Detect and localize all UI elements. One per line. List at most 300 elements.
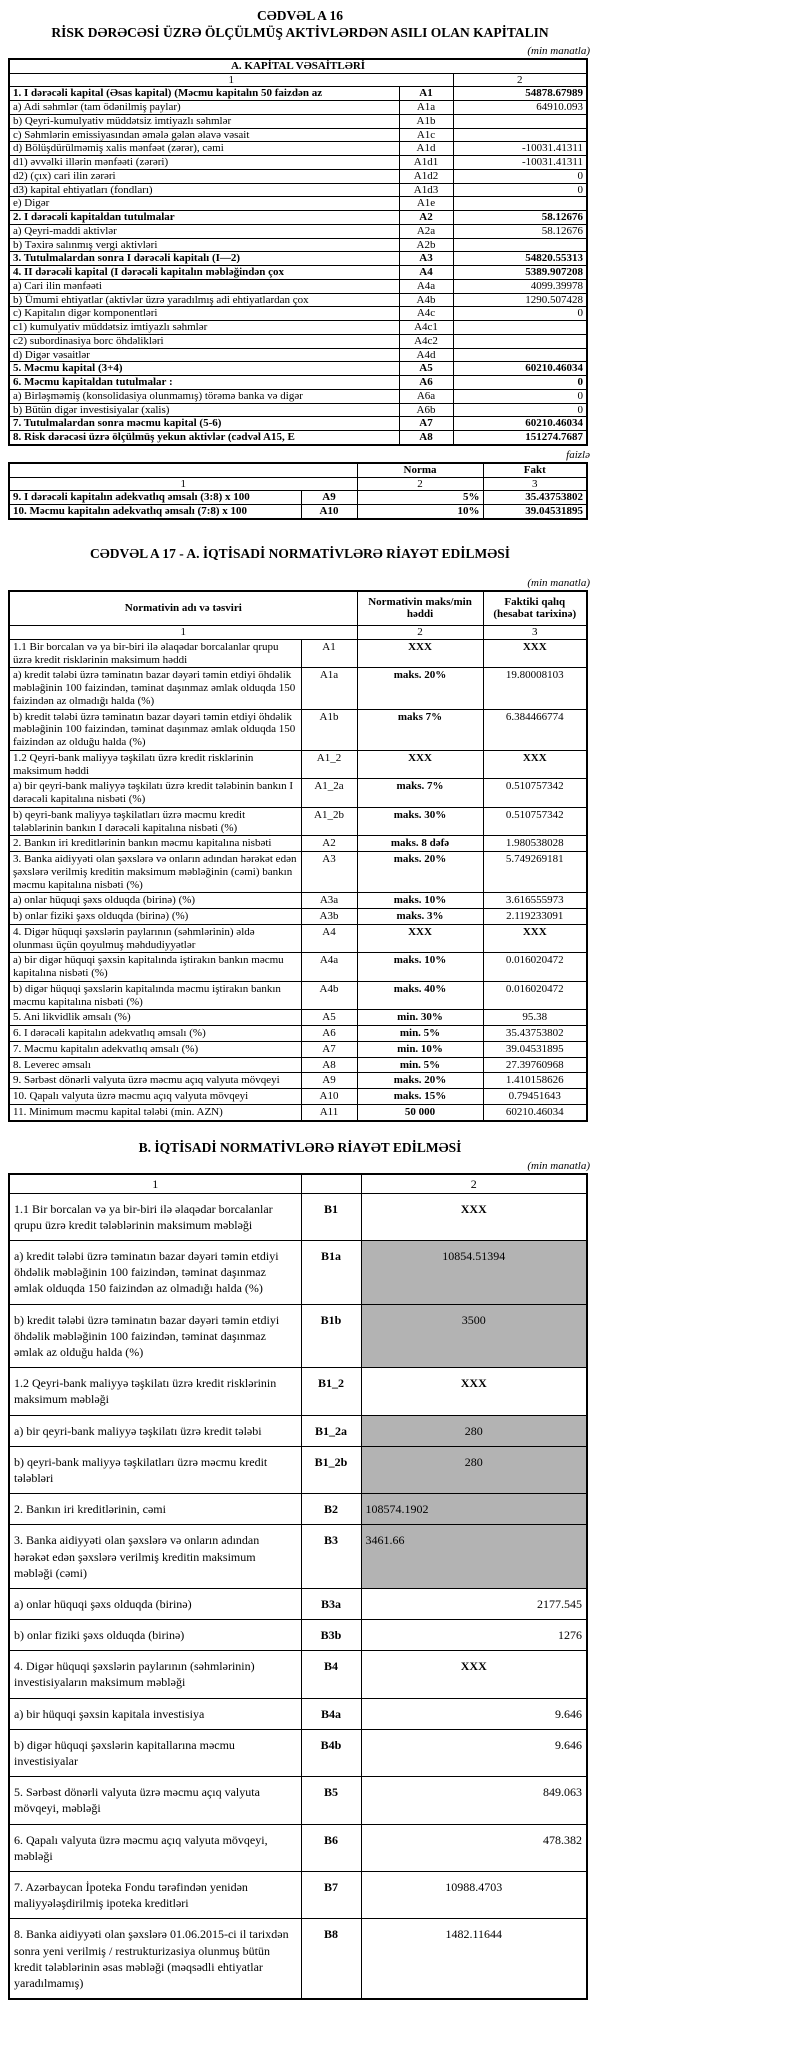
adequacy-col-number-2: 2	[357, 477, 483, 491]
capital-row	[9, 348, 587, 362]
b-table-body	[9, 1193, 587, 1999]
row-value: 1276	[361, 1620, 587, 1651]
row-code: A2	[399, 211, 453, 225]
row-value	[453, 114, 587, 128]
capital-row	[9, 293, 587, 307]
normative-row	[9, 1026, 587, 1042]
row-value: 151274.7687	[453, 431, 587, 445]
normative-row	[9, 807, 587, 836]
row-code: B3b	[301, 1620, 361, 1651]
row-code: B4a	[301, 1698, 361, 1729]
row-actual: 1.980538028	[483, 836, 587, 852]
capital-row	[9, 87, 587, 101]
capital-row	[9, 238, 587, 252]
row-label: 9. I dərəcəli kapitalın adekvatlıq əmsalı (3:8) x 100	[9, 491, 301, 505]
b-row	[9, 1494, 587, 1525]
normative-row	[9, 668, 587, 709]
normative-table	[8, 590, 588, 1122]
b-row	[9, 1698, 587, 1729]
row-code: A1b	[399, 114, 453, 128]
row-code: A1_2	[301, 750, 357, 779]
row-label: 7. Azərbaycan İpoteka Fondu tərəfindən yenidən maliyyələşdirilmiş ipoteka kreditləri	[9, 1871, 301, 1918]
capital-row	[9, 362, 587, 376]
normative-row	[9, 639, 587, 668]
row-label: a) kredit tələbi üzrə təminatın bazar dəyəri təmin etdiyi öhdəlik məbləğinin 100 faizindən, təminat daşınmaz əmlak olduqda 150 faizindən az olmadığı halda (%)	[9, 668, 301, 709]
row-code: B3a	[301, 1588, 361, 1619]
row-label: a) onlar hüquqi şəxs olduqda (birinə)	[9, 1588, 301, 1619]
row-code: A1d3	[399, 183, 453, 197]
row-code: A1c	[399, 128, 453, 142]
b-title: B. İQTİSADİ NORMATİVLƏRƏ RİAYƏT EDİLMƏSİ	[138, 1139, 462, 1155]
row-limit: maks. 3%	[357, 909, 483, 925]
row-label: d1) əvvəlki illərin mənfəəti (zərəri)	[9, 156, 399, 170]
row-code: A1_2a	[301, 779, 357, 808]
row-code: B6	[301, 1824, 361, 1871]
adequacy-row	[9, 505, 587, 519]
row-value	[453, 238, 587, 252]
row-label: 4. Digər hüquqi şəxslərin paylarının (səhmlərinin) əldə olunması üçün qoyulmuş məhdudiyyətlər	[9, 924, 301, 953]
row-limit: maks. 8 dəfə	[357, 836, 483, 852]
row-code: A3b	[301, 909, 357, 925]
row-code: A1_2b	[301, 807, 357, 836]
row-code: A6b	[399, 403, 453, 417]
row-label: d2) (çıx) cari ilin zərəri	[9, 169, 399, 183]
row-code: A7	[301, 1041, 357, 1057]
row-value: 58.12676	[453, 211, 587, 225]
unit-note-a17: (min manatla)	[527, 576, 590, 589]
row-limit: maks. 15%	[357, 1089, 483, 1105]
row-label: 1.1 Bir borcalan və ya bir-biri ilə əlaqədar borcalanlar qrupu üzrə kredit tələblərinin maksimum məbləği	[9, 1193, 301, 1240]
capital-table	[8, 58, 588, 446]
row-label: 1.2 Qeyri-bank maliyyə təşkilatı üzrə kredit risklərinin maksimum həddi	[9, 750, 301, 779]
row-label: b) onlar fiziki şəxs olduqda (birinə)	[9, 1620, 301, 1651]
row-value: 54878.67989	[453, 87, 587, 101]
row-label: d3) kapital ehtiyatları (fondları)	[9, 183, 399, 197]
row-code: A10	[301, 505, 357, 519]
row-code: A4a	[301, 953, 357, 982]
row-code: A2a	[399, 224, 453, 238]
row-code: A6	[301, 1026, 357, 1042]
row-code: A1a	[399, 101, 453, 115]
row-label: 10. Qapalı valyuta üzrə məcmu açıq valyuta mövqeyi	[9, 1089, 301, 1105]
row-actual: 35.43753802	[483, 1026, 587, 1042]
b-row	[9, 1777, 587, 1824]
row-actual: XXX	[483, 639, 587, 668]
row-code: A7	[399, 417, 453, 431]
row-actual: 0.79451643	[483, 1089, 587, 1105]
row-code: A2b	[399, 238, 453, 252]
b-col-number-2: 2	[361, 1174, 587, 1194]
b-table	[8, 1173, 588, 2001]
row-value: 0	[453, 307, 587, 321]
normative-row	[9, 836, 587, 852]
b-row	[9, 1729, 587, 1776]
normative-row	[9, 1073, 587, 1089]
capital-row	[9, 389, 587, 403]
row-code: B1_2b	[301, 1446, 361, 1493]
row-actual: XXX	[483, 924, 587, 953]
row-actual: XXX	[483, 750, 587, 779]
row-value: 60210.46034	[453, 362, 587, 376]
capital-row	[9, 279, 587, 293]
row-label: 9. Sərbəst dönərli valyuta üzrə məcmu açıq valyuta mövqeyi	[9, 1073, 301, 1089]
row-code: A1	[301, 639, 357, 668]
row-code: B2	[301, 1494, 361, 1525]
b-row	[9, 1620, 587, 1651]
normative-row	[9, 779, 587, 808]
normative-row	[9, 1010, 587, 1026]
capital-row	[9, 321, 587, 335]
row-norma: 5%	[357, 491, 483, 505]
row-value: 0	[453, 183, 587, 197]
row-label: b) Ümumi ehtiyatlar (aktivlər üzrə yaradılmış adi ehtiyatlardan çox	[9, 293, 399, 307]
row-actual: 95.38	[483, 1010, 587, 1026]
row-value: 0	[453, 169, 587, 183]
row-code: A5	[301, 1010, 357, 1026]
b-row	[9, 1446, 587, 1493]
row-actual: 60210.46034	[483, 1104, 587, 1120]
row-label: 2. Bankın iri kreditlərinin bankın məcmu kapitalına nisbəti	[9, 836, 301, 852]
normative-row	[9, 924, 587, 953]
b-row	[9, 1871, 587, 1918]
capital-table-body	[9, 87, 587, 445]
row-label: 8. Banka aidiyyəti olan şəxslərə 01.06.2015-ci il tarixdən sonra yeni verilmiş / restrukturizasiya olunmuş bütün kredit tələblərinin əsas məbləği (məqsədli ehtiyatlar yaradılmamış)	[9, 1919, 301, 1999]
capital-section-header: A. KAPİTAL VƏSAİTLƏRİ	[9, 59, 587, 73]
b-row	[9, 1415, 587, 1446]
capital-row	[9, 224, 587, 238]
row-limit: min. 5%	[357, 1057, 483, 1073]
row-value: -10031.41311	[453, 156, 587, 170]
row-fakt: 39.04531895	[483, 505, 587, 519]
normative-header-limit: Normativin maks/min həddi	[357, 591, 483, 626]
row-label: c) Səhmlərin emissiyasından əmələ gələn əlavə vəsait	[9, 128, 399, 142]
row-label: b) kredit tələbi üzrə təminatın bazar dəyəri təmin etdiyi öhdəlik məbləğinin 100 faizindən, təminat daşınmaz əmlak olduqda 150 faizindən az olduğu halda (%)	[9, 709, 301, 750]
row-code: A4	[399, 266, 453, 280]
capital-row	[9, 169, 587, 183]
row-code: B1b	[301, 1304, 361, 1368]
row-actual: 0.510757342	[483, 807, 587, 836]
row-code: A8	[399, 431, 453, 445]
row-code: A1b	[301, 709, 357, 750]
row-value: 58.12676	[453, 224, 587, 238]
row-label: 3. Banka aidiyyəti olan şəxslərə və onların adından hərəkət edən şəxslərə verilmiş kreditin maksimum məbləğinin (cəmi) bankın məcmu kapitalına nisbəti (%)	[9, 852, 301, 893]
row-label: b) Təxirə salınmış vergi aktivləri	[9, 238, 399, 252]
row-value: 280	[361, 1446, 587, 1493]
row-limit: XXX	[357, 750, 483, 779]
row-code: B1	[301, 1193, 361, 1240]
row-value: 54820.55313	[453, 252, 587, 266]
row-label: a) Birləşməmiş (konsolidasiya olunmamış) törəmə banka və digər	[9, 389, 399, 403]
capital-row	[9, 197, 587, 211]
row-code: A1d	[399, 142, 453, 156]
normative-col-number-3: 3	[483, 626, 587, 640]
row-value: 10854.51394	[361, 1241, 587, 1305]
row-limit: maks. 10%	[357, 893, 483, 909]
row-label: a) bir hüquqi şəxsin kapitala investisiya	[9, 1698, 301, 1729]
capital-row	[9, 183, 587, 197]
row-limit: XXX	[357, 639, 483, 668]
row-label: a) kredit tələbi üzrə təminatın bazar dəyəri təmin etdiyi öhdəlik məbləğinin 100 faizindən, təminat daşınmaz əmlak olduqda 150 faizindən az olmadığı halda (%)	[9, 1241, 301, 1305]
row-label: c) Kapitalın digər komponentləri	[9, 307, 399, 321]
row-label: 2. Bankın iri kreditlərinin, cəmi	[9, 1494, 301, 1525]
row-code: A2	[301, 836, 357, 852]
capital-row	[9, 334, 587, 348]
row-code: B4b	[301, 1729, 361, 1776]
row-limit: maks. 7%	[357, 779, 483, 808]
row-label: 7. Məcmu kapitalın adekvatlıq əmsalı (%)	[9, 1041, 301, 1057]
row-value: 3500	[361, 1304, 587, 1368]
row-label: b) qeyri-bank maliyyə təşkilatları üzrə məcmu kredit tələblərinin bankın I dərəcəli kapitalına nisbəti (%)	[9, 807, 301, 836]
row-limit: min. 30%	[357, 1010, 483, 1026]
row-label: b) Qeyri-kumulyativ müddətsiz imtiyazlı səhmlər	[9, 114, 399, 128]
b-row	[9, 1241, 587, 1305]
capital-row	[9, 128, 587, 142]
row-label: e) Digər	[9, 197, 399, 211]
row-label: a) Cari ilin mənfəəti	[9, 279, 399, 293]
row-label: 1.2 Qeyri-bank maliyyə təşkilatı üzrə kredit risklərinin maksimum məbləği	[9, 1368, 301, 1415]
b-row	[9, 1824, 587, 1871]
row-code: A10	[301, 1089, 357, 1105]
capital-row	[9, 266, 587, 280]
fakt-header: Fakt	[483, 463, 587, 477]
row-value: 0	[453, 403, 587, 417]
row-actual: 39.04531895	[483, 1041, 587, 1057]
b-row	[9, 1651, 587, 1698]
normative-table-body	[9, 639, 587, 1120]
row-value	[453, 348, 587, 362]
row-actual: 5.749269181	[483, 852, 587, 893]
capital-row	[9, 252, 587, 266]
capital-row	[9, 114, 587, 128]
normative-row	[9, 1089, 587, 1105]
row-label: 3. Banka aidiyyəti olan şəxslərə və onların adından hərəkət edən şəxslərə verilmiş kreditin maksimum məbləği (cəmi)	[9, 1525, 301, 1589]
row-label: 1. I dərəcəli kapital (Əsas kapital) (Məcmu kapitalın 50 faizdən az	[9, 87, 399, 101]
row-value: 849.063	[361, 1777, 587, 1824]
capital-col-number-2: 2	[453, 73, 587, 87]
row-limit: maks. 30%	[357, 807, 483, 836]
row-value: XXX	[361, 1368, 587, 1415]
percent-note: faizlə	[566, 448, 590, 461]
normative-row	[9, 909, 587, 925]
capital-row	[9, 156, 587, 170]
row-limit: min. 5%	[357, 1026, 483, 1042]
row-actual: 0.016020472	[483, 981, 587, 1010]
b-col-number-empty	[301, 1174, 361, 1194]
normative-row	[9, 852, 587, 893]
capital-row	[9, 142, 587, 156]
normative-row	[9, 953, 587, 982]
capital-row	[9, 403, 587, 417]
adequacy-table-body	[9, 491, 587, 519]
row-code: A1a	[301, 668, 357, 709]
row-code: A5	[399, 362, 453, 376]
row-fakt: 35.43753802	[483, 491, 587, 505]
normative-col-number-2: 2	[357, 626, 483, 640]
row-label: 4. Digər hüquqi şəxslərin paylarının (səhmlərinin) investisiyaların maksimum məbləği	[9, 1651, 301, 1698]
row-code: A1d1	[399, 156, 453, 170]
row-code: A6a	[399, 389, 453, 403]
row-code: B8	[301, 1919, 361, 1999]
row-label: 5. Sərbəst dönərli valyuta üzrə məcmu açıq valyuta mövqeyi, məbləği	[9, 1777, 301, 1824]
row-code: A11	[301, 1104, 357, 1120]
row-limit: maks. 20%	[357, 668, 483, 709]
capital-col-number-1: 1	[9, 73, 453, 87]
row-value: 1290.507428	[453, 293, 587, 307]
row-code: B1a	[301, 1241, 361, 1305]
row-code: A4b	[399, 293, 453, 307]
row-code: B4	[301, 1651, 361, 1698]
row-code: A1d2	[399, 169, 453, 183]
unit-note-top: (min manatla)	[527, 44, 590, 57]
row-value: XXX	[361, 1651, 587, 1698]
row-value: 3461.66	[361, 1525, 587, 1589]
row-label: c2) subordinasiya borc öhdəlikləri	[9, 334, 399, 348]
page-title-line2: RİSK DƏRƏCƏSİ ÜZRƏ ÖLÇÜLMÜŞ AKTİVLƏRDƏN ASILI OLAN KAPİTALIN	[51, 24, 549, 40]
adequacy-col-number-3: 3	[483, 477, 587, 491]
row-code: A3a	[301, 893, 357, 909]
row-code: B7	[301, 1871, 361, 1918]
row-code: B5	[301, 1777, 361, 1824]
row-limit: min. 10%	[357, 1041, 483, 1057]
row-label: 8. Risk dərəcəsi üzrə ölçülmüş yekun aktivlər (cədvəl A15, E	[9, 431, 399, 445]
capital-row	[9, 431, 587, 445]
normative-header-actual: Faktiki qalıq (hesabat tarixinə)	[483, 591, 587, 626]
normative-row	[9, 1057, 587, 1073]
row-label: 5. Məcmu kapital (3+4)	[9, 362, 399, 376]
row-actual: 6.384466774	[483, 709, 587, 750]
row-label: b) digər hüquqi şəxslərin kapitalında məcmu iştirakın bankın məcmu kapitalına nisbəti (%)	[9, 981, 301, 1010]
row-label: 2. I dərəcəli kapitaldan tutulmalar	[9, 211, 399, 225]
row-label: 1.1 Bir borcalan və ya bir-biri ilə əlaqədar borcalanlar qrupu üzrə kredit risklərinin maksimum həddi	[9, 639, 301, 668]
row-label: 10. Məcmu kapitalın adekvatlıq əmsalı (7:8) x 100	[9, 505, 301, 519]
row-label: a) bir qeyri-bank maliyyə təşkilatı üzrə kredit tələbinin bankın I dərəcəli kapitalına nisbəti (%)	[9, 779, 301, 808]
row-label: a) Adi səhmlər (tam ödənilmiş paylar)	[9, 101, 399, 115]
row-code: A1e	[399, 197, 453, 211]
b-row	[9, 1368, 587, 1415]
norma-header: Norma	[357, 463, 483, 477]
row-label: 8. Leverec əmsalı	[9, 1057, 301, 1073]
unit-note-b: (min manatla)	[527, 1159, 590, 1172]
b-col-number-1: 1	[9, 1174, 301, 1194]
row-label: 4. II dərəcəli kapital (I dərəcəli kapitalın məbləğindən çox	[9, 266, 399, 280]
row-label: a) bir digər hüquqi şəxsin kapitalında iştirakın bankın məcmu kapitalına nisbəti (%)	[9, 953, 301, 982]
row-value: 2177.545	[361, 1588, 587, 1619]
row-value	[453, 128, 587, 142]
normative-row	[9, 1041, 587, 1057]
row-label: c1) kumulyativ müddətsiz imtiyazlı səhmlər	[9, 321, 399, 335]
b-row	[9, 1588, 587, 1619]
row-label: b) onlar fiziki şəxs olduqda (birinə) (%)	[9, 909, 301, 925]
row-value: 64910.093	[453, 101, 587, 115]
row-label: b) digər hüquqi şəxslərin kapitallarına məcmu investisiyalar	[9, 1729, 301, 1776]
row-code: B1_2	[301, 1368, 361, 1415]
normative-col-number-1: 1	[9, 626, 357, 640]
row-label: b) qeyri-bank maliyyə təşkilatları üzrə məcmu kredit tələbləri	[9, 1446, 301, 1493]
b-row	[9, 1525, 587, 1589]
normative-row	[9, 1104, 587, 1120]
row-limit: maks. 10%	[357, 953, 483, 982]
row-value: 5389.907208	[453, 266, 587, 280]
row-limit: maks. 20%	[357, 852, 483, 893]
row-label: 5. Ani likvidlik əmsalı (%)	[9, 1010, 301, 1026]
a17-title: CƏDVƏL A 17 - A. İQTİSADİ NORMATİVLƏRƏ RİAYƏT EDİLMƏSİ	[89, 545, 511, 561]
row-value	[453, 334, 587, 348]
row-label: 6. Məcmu kapitaldan tutulmalar :	[9, 376, 399, 390]
normative-row	[9, 709, 587, 750]
row-value: 60210.46034	[453, 417, 587, 431]
row-label: d) Digər vəsaitlər	[9, 348, 399, 362]
adequacy-empty-header	[9, 463, 357, 477]
b-row	[9, 1304, 587, 1368]
row-label: b) kredit tələbi üzrə təminatın bazar dəyəri təmin etdiyi öhdəlik məbləğinin 100 faizindən, təminat daşınmaz əmlak az olduğu halda (%)	[9, 1304, 301, 1368]
capital-row	[9, 417, 587, 431]
page-title-line1: CƏDVƏL A 16	[257, 8, 343, 23]
row-actual: 19.80008103	[483, 668, 587, 709]
row-label: 6. I dərəcəli kapitalın adekvatlıq əmsalı (%)	[9, 1026, 301, 1042]
row-value	[453, 321, 587, 335]
row-code: A4a	[399, 279, 453, 293]
row-label: d) Bölüşdürülməmiş xalis mənfəət (zərər), cəmi	[9, 142, 399, 156]
row-code: B3	[301, 1525, 361, 1589]
row-norma: 10%	[357, 505, 483, 519]
row-label: a) onlar hüquqi şəxs olduqda (birinə) (%)	[9, 893, 301, 909]
row-label: a) Qeyri-maddi aktivlər	[9, 224, 399, 238]
row-label: a) bir qeyri-bank maliyyə təşkilatı üzrə kredit tələbi	[9, 1415, 301, 1446]
row-value: 0	[453, 376, 587, 390]
row-code: A4c1	[399, 321, 453, 335]
row-limit: maks. 40%	[357, 981, 483, 1010]
row-code: A9	[301, 1073, 357, 1089]
row-value: 4099.39978	[453, 279, 587, 293]
adequacy-col-number-1: 1	[9, 477, 357, 491]
row-actual: 0.510757342	[483, 779, 587, 808]
row-code: A8	[301, 1057, 357, 1073]
row-code: A1	[399, 87, 453, 101]
row-code: A3	[301, 852, 357, 893]
row-code: A4d	[399, 348, 453, 362]
row-actual: 1.410158626	[483, 1073, 587, 1089]
capital-row	[9, 211, 587, 225]
b-row	[9, 1919, 587, 1999]
row-limit: XXX	[357, 924, 483, 953]
capital-row	[9, 101, 587, 115]
capital-row	[9, 307, 587, 321]
row-value: 280	[361, 1415, 587, 1446]
capital-row	[9, 376, 587, 390]
row-value: -10031.41311	[453, 142, 587, 156]
row-actual: 0.016020472	[483, 953, 587, 982]
b-row	[9, 1193, 587, 1240]
row-label: 11. Minimum məcmu kapital tələbi (min. AZN)	[9, 1104, 301, 1120]
row-value: XXX	[361, 1193, 587, 1240]
row-value: 10988.4703	[361, 1871, 587, 1918]
row-code: A4c2	[399, 334, 453, 348]
row-value: 478.382	[361, 1824, 587, 1871]
normative-row	[9, 893, 587, 909]
adequacy-table	[8, 462, 588, 520]
row-label: 7. Tutulmalardan sonra məcmu kapital (5-6)	[9, 417, 399, 431]
row-limit: 50 000	[357, 1104, 483, 1120]
row-code: A6	[399, 376, 453, 390]
row-limit: maks. 20%	[357, 1073, 483, 1089]
row-actual: 2.119233091	[483, 909, 587, 925]
row-actual: 3.616555973	[483, 893, 587, 909]
row-value: 108574.1902	[361, 1494, 587, 1525]
row-value: 0	[453, 389, 587, 403]
row-limit: maks 7%	[357, 709, 483, 750]
row-actual: 27.39760968	[483, 1057, 587, 1073]
row-label: b) Bütün digər investisiyalar (xalis)	[9, 403, 399, 417]
